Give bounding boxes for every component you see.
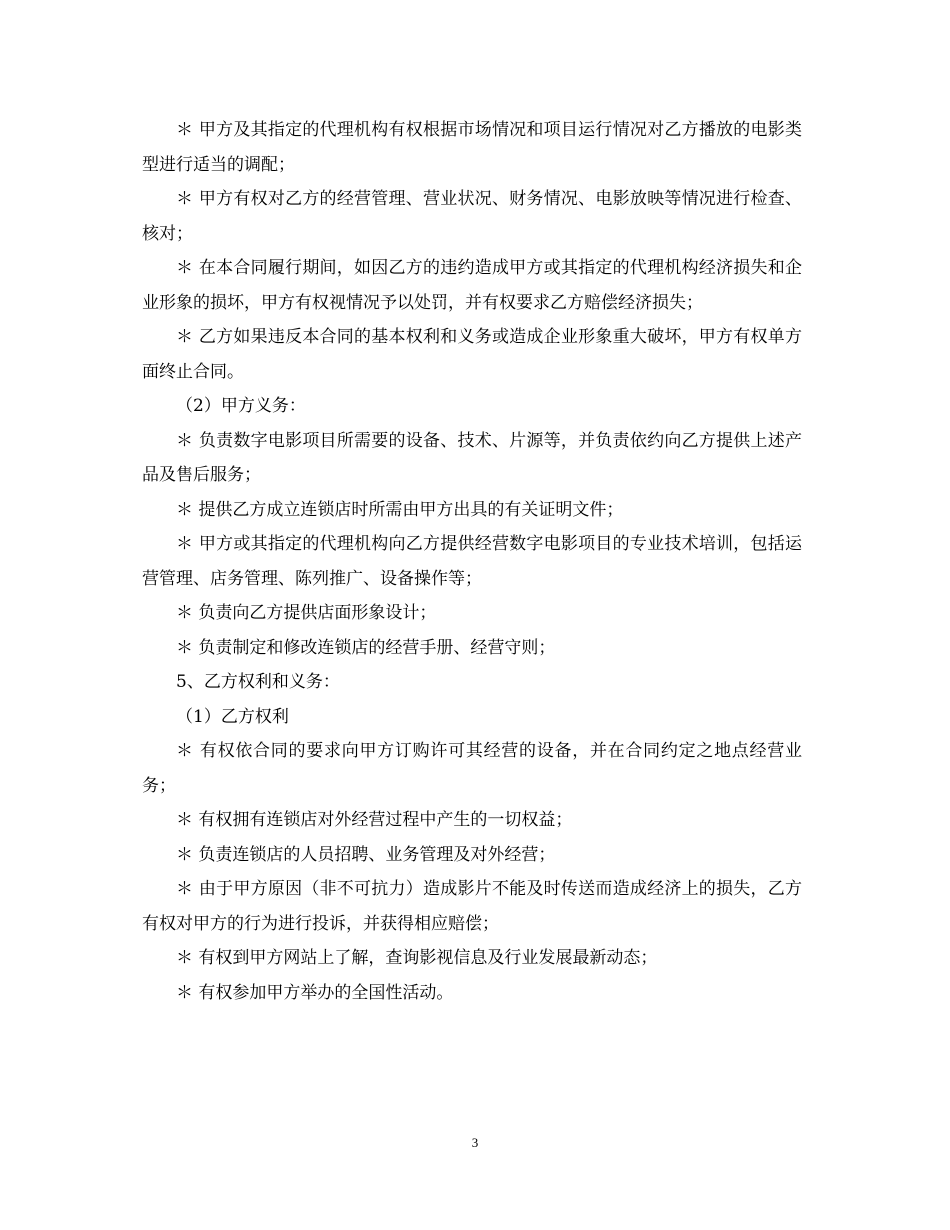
paragraph: ＊ 提供乙方成立连锁店时所需由甲方出具的有关证明文件； (176, 499, 624, 520)
paragraph: ＊ 由于甲方原因（非不可抗力）造成影片不能及时传送而造成经济上的损失，乙方有权对甲方的行为进行投诉，并获得相应赔偿； (142, 879, 802, 934)
paragraph: ＊ 有权依合同的要求向甲方订购许可其经营的设备，并在合同约定之地点经营业务； (142, 741, 802, 796)
paragraph: ＊ 甲方及其指定的代理机构有权根据市场情况和项目运行情况对乙方播放的电影类型进行适当的调配； (142, 120, 802, 175)
paragraph: ＊ 负责制定和修改连锁店的经营手册、经营守则； (176, 637, 556, 658)
paragraph: ＊ 负责连锁店的人员招聘、业务管理及对外经营； (176, 844, 556, 865)
paragraph: ＊ 乙方如果违反本合同的基本权利和义务或造成企业形象重大破坏，甲方有权单方面终止合同。 (142, 327, 802, 382)
paragraph: ＊ 有权到甲方网站上了解，查询影视信息及行业发展最新动态； (176, 948, 658, 968)
paragraph: ＊ 甲方或其指定的代理机构向乙方提供经营数字电影项目的专业技术培训，包括运营管理、店务管理、陈列推广、设备操作等； (142, 534, 802, 589)
paragraph: ＊ 有权拥有连锁店对外经营过程中产生的一切权益； (176, 810, 573, 830)
document-body (142, 113, 802, 1010)
section-heading: 5、乙方权利和义务： (176, 672, 340, 692)
paragraph: ＊ 负责数字电影项目所需要的设备、技术、片源等，并负责依约向乙方提供上述产品及售后服务； (142, 430, 802, 485)
section-heading: （1）乙方权利 (176, 706, 289, 727)
page-number: 3 (471, 1135, 479, 1150)
paragraph: ＊ 有权参加甲方举办的全国性活动。 (176, 982, 454, 1003)
section-heading: （2）甲方义务： (176, 396, 306, 416)
paragraph: ＊ 负责向乙方提供店面形象设计； (176, 603, 437, 623)
paragraph: ＊ 甲方有权对乙方的经营管理、营业状况、财务情况、电影放映等情况进行检查、核对； (142, 189, 802, 244)
paragraph: ＊ 在本合同履行期间，如因乙方的违约造成甲方或其指定的代理机构经济损失和企业形象的损坏，甲方有权视情况予以处罚，并有权要求乙方赔偿经济损失； (142, 258, 802, 313)
